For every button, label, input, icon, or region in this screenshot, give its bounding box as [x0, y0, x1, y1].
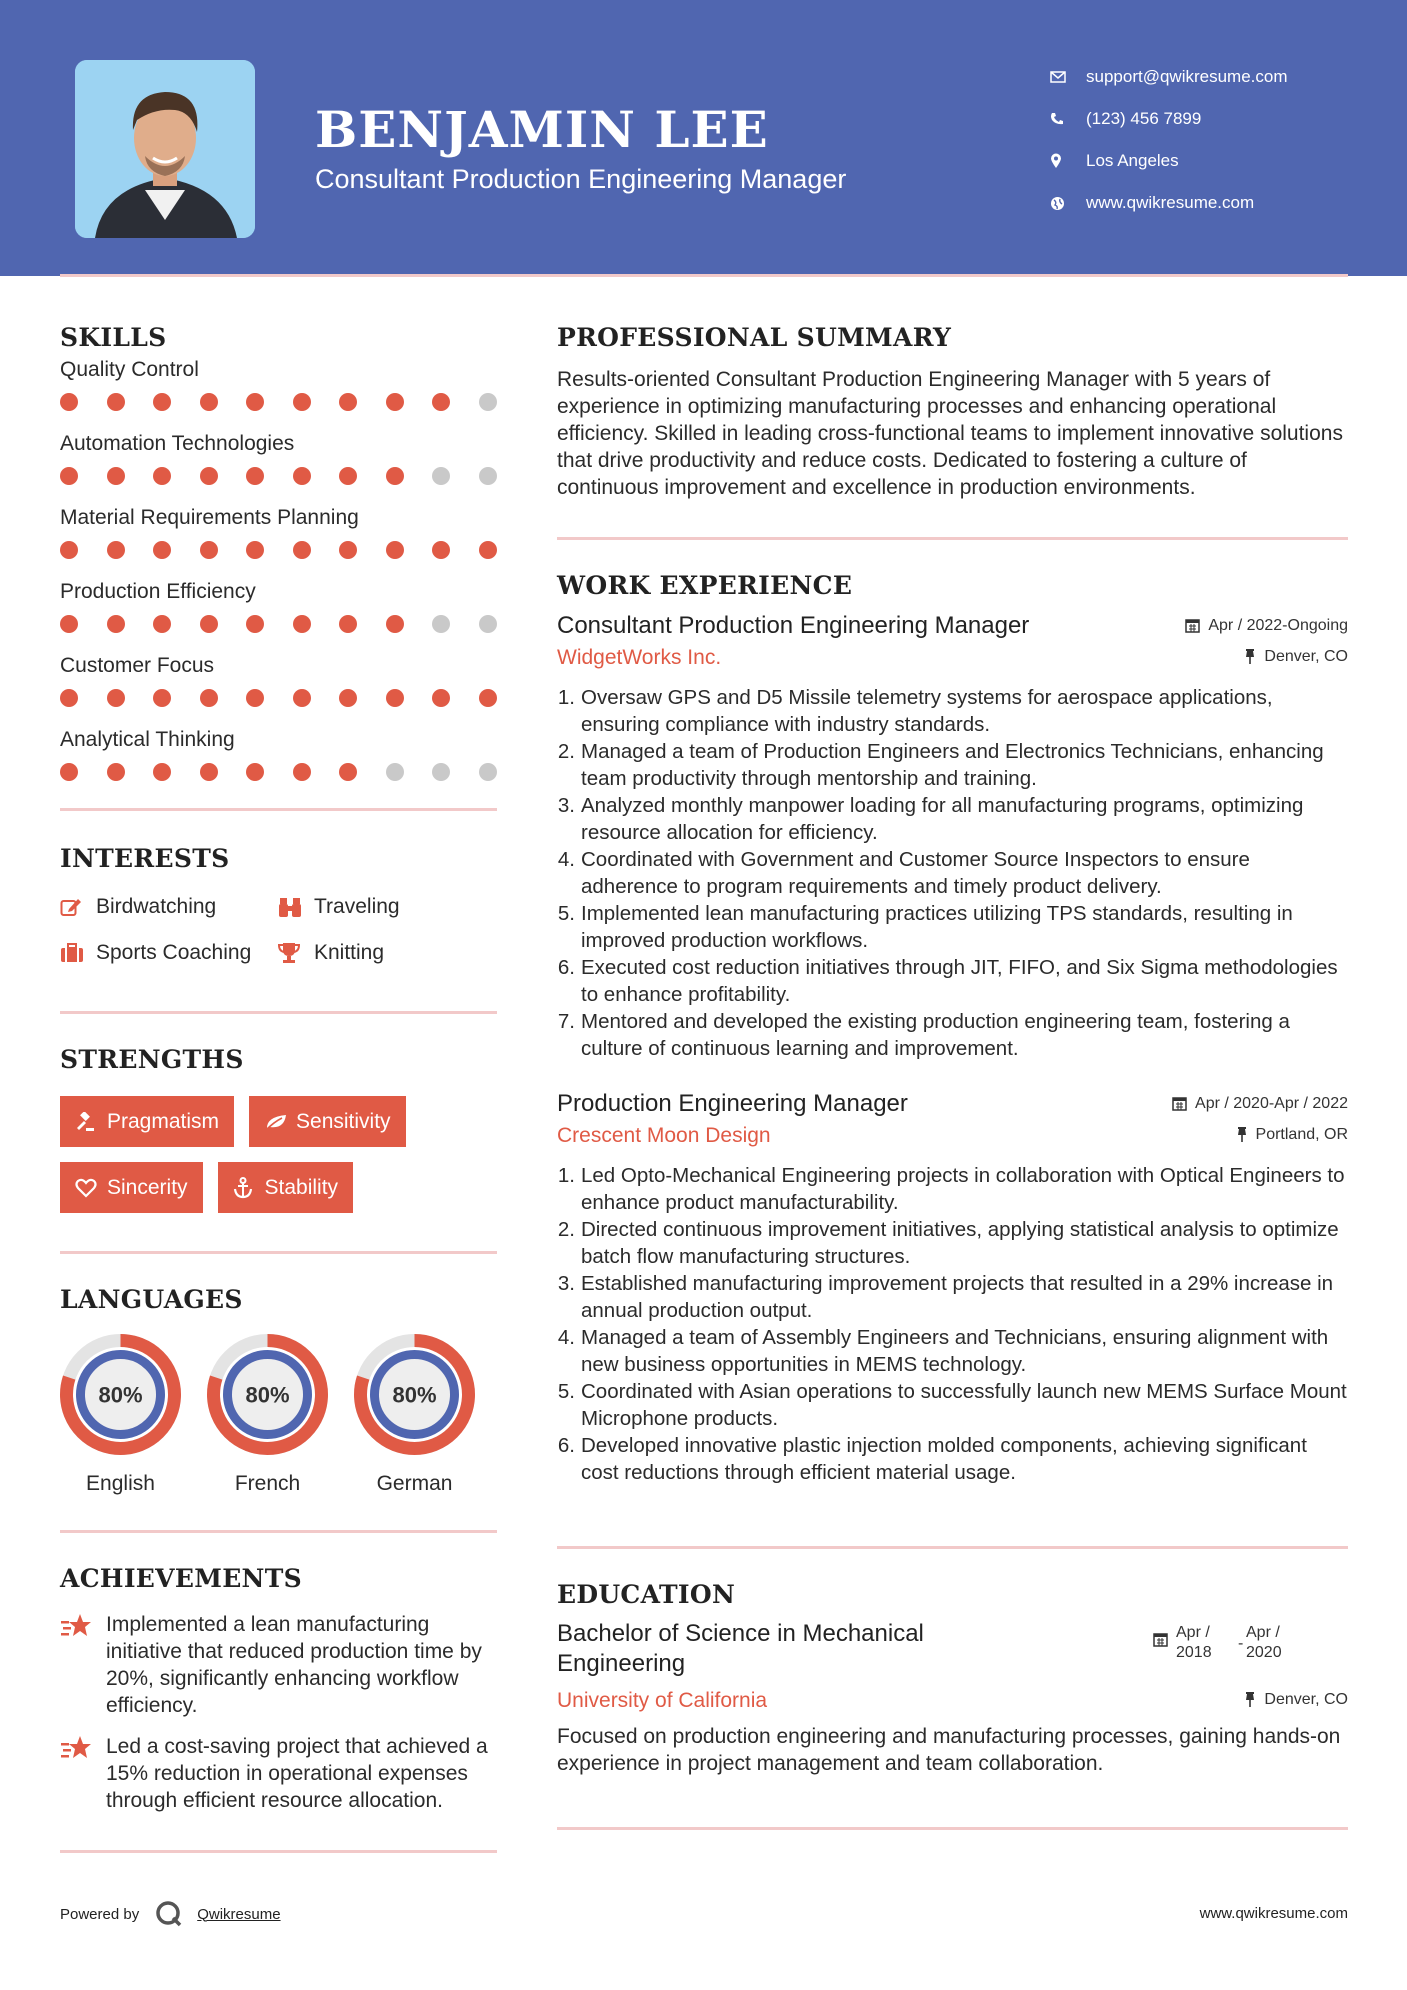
- bullet-text: Implemented lean manufacturing practices utilizing TPS standards, resulting in improved production workflows.: [581, 902, 1293, 952]
- rating-dot-filled: [479, 689, 497, 707]
- job-dates-text: Apr / 2022-Ongoing: [1208, 616, 1348, 634]
- skill-rating: [60, 384, 497, 430]
- candidate-title: Consultant Production Engineering Manager: [315, 164, 847, 194]
- rating-dot-filled: [60, 615, 78, 633]
- job-bullet: [557, 846, 1348, 900]
- rating-dot-filled: [153, 467, 171, 485]
- interests-title: INTERESTS: [60, 844, 230, 873]
- job-bullet: [557, 1270, 1348, 1324]
- contact-list: [1050, 56, 1288, 224]
- bullet-number: 3.: [557, 794, 575, 817]
- rating-dot-filled: [200, 615, 218, 633]
- skill-name: Analytical Thinking: [60, 728, 235, 751]
- contact-location-text: Los Angeles: [1086, 151, 1179, 170]
- bullet-text: Developed innovative plastic injection molded components, achieving significant cost reductions through efficient material usage.: [581, 1434, 1307, 1484]
- interest-item: [60, 891, 278, 923]
- rating-dot-filled: [386, 689, 404, 707]
- rating-dot-filled: [432, 393, 450, 411]
- strength-chip: [249, 1096, 406, 1147]
- star-icon: [60, 1733, 106, 1814]
- pushpin-icon: [1244, 649, 1256, 664]
- rating-dot-filled: [60, 393, 78, 411]
- summary-text: Results-oriented Consultant Production Engineering Manager with 5 years of experience in optimizing manufacturing processes and enhancing operational efficiency. Skilled in leading cross-functional teams to implement innovative solutions that drive productivity and reduce costs. Dedicated to fostering a culture of continuous improvement and excellence in production environments.: [557, 368, 1343, 499]
- section-divider: [60, 1251, 497, 1254]
- degree-line: Bachelor of Science in Mechanical: [557, 1620, 924, 1647]
- rating-dot-empty: [386, 763, 404, 781]
- contact-location: [1050, 140, 1288, 182]
- job-entry: [557, 1090, 1348, 1486]
- language-item: [207, 1334, 328, 1496]
- phone-icon: [1050, 112, 1086, 126]
- rating-dot-filled: [153, 689, 171, 707]
- skills-title: SKILLS: [60, 323, 167, 352]
- language-ring: [60, 1334, 181, 1455]
- interest-label: Traveling: [314, 895, 400, 918]
- job-bullet: [557, 684, 1348, 738]
- calendar-icon: [1185, 618, 1200, 633]
- strength-label: Sincerity: [107, 1175, 188, 1199]
- section-divider: [60, 808, 497, 811]
- candidate-name: BENJAMIN LEE: [315, 100, 769, 159]
- language-ring: [354, 1334, 475, 1455]
- achievement-item: [60, 1611, 497, 1719]
- anchor-icon: [233, 1177, 265, 1199]
- achievement-text: Implemented a lean manufacturing initiative that reduced production time by 20%, significantly enhancing workflow efficiency.: [106, 1613, 482, 1717]
- skill-rating: [60, 458, 497, 504]
- job-dates: [1185, 617, 1348, 635]
- skill-name: Production Efficiency: [60, 580, 256, 603]
- bullet-number: 7.: [557, 1010, 575, 1033]
- contact-website-text: www.qwikresume.com: [1086, 193, 1255, 212]
- skills-list: [60, 356, 497, 800]
- job-bullet: [557, 792, 1348, 846]
- job-bullet: [557, 738, 1348, 792]
- rating-dot-filled: [293, 615, 311, 633]
- binoculars-icon: [278, 896, 314, 918]
- section-divider: [557, 1827, 1348, 1830]
- rating-dot-filled: [153, 393, 171, 411]
- interests-list: [60, 891, 497, 969]
- rating-dot-filled: [107, 615, 125, 633]
- rating-dot-empty: [432, 467, 450, 485]
- qwikresume-logo-icon: [155, 1900, 183, 1928]
- star-icon: [60, 1611, 106, 1719]
- job-bullet: [557, 1432, 1348, 1486]
- rating-dot-filled: [339, 615, 357, 633]
- rating-dot-filled: [246, 393, 264, 411]
- bullet-text: Led Opto-Mechanical Engineering projects in collaboration with Optical Engineers to enhance product manufacturability.: [581, 1164, 1345, 1214]
- language-name: English: [86, 1472, 155, 1495]
- rating-dot-filled: [60, 467, 78, 485]
- calendar-icon: [1153, 1632, 1168, 1652]
- bullet-text: Managed a team of Assembly Engineers and Technicians, ensuring alignment with new business opportunities in MEMS technology.: [581, 1326, 1329, 1376]
- footer-website[interactable]: www.qwikresume.com: [1199, 1905, 1348, 1922]
- skill-name: Customer Focus: [60, 654, 215, 677]
- interest-label: Knitting: [314, 941, 385, 964]
- bullet-number: 1.: [557, 686, 575, 709]
- education-entry: [557, 1619, 1348, 1777]
- summary-title: PROFESSIONAL SUMMARY: [557, 323, 952, 352]
- school-name: University of California: [557, 1689, 768, 1712]
- globe-icon: [1050, 196, 1086, 211]
- rating-dot-filled: [479, 541, 497, 559]
- rating-dot-filled: [200, 763, 218, 781]
- rating-dot-filled: [153, 763, 171, 781]
- language-percent: 80%: [392, 1382, 437, 1408]
- leaf-icon: [264, 1113, 296, 1131]
- job-bullet: [557, 1378, 1348, 1432]
- rating-dot-filled: [107, 689, 125, 707]
- strength-chip: [60, 1096, 234, 1147]
- bullet-number: 6.: [557, 956, 575, 979]
- strengths-title: STRENGTHS: [60, 1045, 244, 1074]
- rating-dot-filled: [107, 763, 125, 781]
- rating-dot-filled: [386, 541, 404, 559]
- edu-end-month: Apr /: [1246, 1624, 1280, 1641]
- contact-email[interactable]: [1050, 56, 1288, 98]
- rating-dot-filled: [246, 763, 264, 781]
- section-divider: [557, 537, 1348, 540]
- rating-dot-filled: [200, 541, 218, 559]
- job-title: Production Engineering Manager: [557, 1090, 908, 1117]
- achievement-item: [60, 1733, 497, 1814]
- rating-dot-filled: [339, 393, 357, 411]
- bullet-number: 5.: [557, 902, 575, 925]
- contact-phone-text: (123) 456 7899: [1086, 109, 1202, 128]
- envelope-icon: [1050, 71, 1086, 83]
- language-ring: [207, 1334, 328, 1455]
- section-divider: [60, 1011, 497, 1014]
- strength-chip: [60, 1162, 203, 1213]
- right-column: [557, 320, 1348, 1830]
- degree-title: [557, 1619, 924, 1679]
- skill-rating: [60, 680, 497, 726]
- bullet-text: Analyzed monthly manpower loading for all manufacturing programs, optimizing resource allocation for efficiency.: [581, 794, 1304, 844]
- rating-dot-filled: [60, 689, 78, 707]
- language-item: [60, 1334, 181, 1496]
- contact-phone[interactable]: [1050, 98, 1288, 140]
- rating-dot-filled: [293, 541, 311, 559]
- pushpin-icon: [1236, 1127, 1248, 1142]
- education-location-text: Denver, CO: [1264, 1690, 1348, 1708]
- rating-dot-filled: [293, 393, 311, 411]
- rating-dot-filled: [246, 467, 264, 485]
- job-bullets: [557, 1162, 1348, 1486]
- rating-dot-filled: [293, 467, 311, 485]
- pencil-square-icon: [60, 897, 96, 917]
- left-column: [60, 320, 497, 1853]
- skill-name: Automation Technologies: [60, 432, 295, 455]
- rating-dot-filled: [339, 541, 357, 559]
- skill-rating: [60, 532, 497, 578]
- bullet-number: 2.: [557, 1218, 575, 1241]
- rating-dot-filled: [107, 541, 125, 559]
- profile-photo: [75, 60, 255, 238]
- avatar-icon: [75, 60, 255, 238]
- skill-rating: [60, 754, 497, 800]
- rating-dot-filled: [60, 541, 78, 559]
- skill-rating: [60, 606, 497, 652]
- rating-dot-filled: [200, 393, 218, 411]
- job-bullet: [557, 954, 1348, 1008]
- job-title: Consultant Production Engineering Manager: [557, 612, 1030, 639]
- company-name: WidgetWorks Inc.: [557, 646, 722, 669]
- bullet-number: 6.: [557, 1434, 575, 1457]
- rating-dot-filled: [386, 615, 404, 633]
- gavel-icon: [75, 1112, 107, 1132]
- job-location: [1244, 648, 1348, 666]
- rating-dot-empty: [479, 467, 497, 485]
- powered-by-text: Powered by: [60, 1905, 140, 1923]
- edu-start-month: Apr /: [1176, 1624, 1210, 1641]
- job-bullets: [557, 684, 1348, 1062]
- rating-dot-empty: [479, 393, 497, 411]
- trophy-icon: [278, 942, 314, 964]
- rating-dot-filled: [293, 763, 311, 781]
- interest-label: Birdwatching: [96, 895, 217, 918]
- skill-name: Material Requirements Planning: [60, 506, 359, 529]
- interest-label: Sports Coaching: [96, 941, 252, 964]
- rating-dot-filled: [386, 393, 404, 411]
- experience-title: WORK EXPERIENCE: [557, 571, 853, 600]
- rating-dot-empty: [432, 615, 450, 633]
- rating-dot-filled: [200, 467, 218, 485]
- header-divider: [60, 274, 1348, 277]
- bullet-text: Established manufacturing improvement projects that resulted in a 29% increase in annual production output.: [581, 1272, 1334, 1322]
- rating-dot-empty: [479, 763, 497, 781]
- education-description: Focused on production engineering and manufacturing processes, gaining hands-on experience in project management and team collaboration.: [557, 1725, 1341, 1775]
- rating-dot-empty: [479, 615, 497, 633]
- heart-icon: [75, 1178, 107, 1198]
- job-bullet: [557, 1008, 1348, 1062]
- language-item: [354, 1334, 475, 1496]
- footer-powered-by: [60, 1900, 281, 1928]
- bullet-number: 4.: [557, 848, 575, 871]
- edu-date-dash: -: [1238, 1635, 1244, 1652]
- bullet-number: 4.: [557, 1326, 575, 1349]
- rating-dot-filled: [200, 689, 218, 707]
- rating-dot-filled: [246, 541, 264, 559]
- rating-dot-filled: [293, 689, 311, 707]
- job-location-text: Portland, OR: [1255, 1125, 1348, 1143]
- rating-dot-filled: [246, 689, 264, 707]
- strengths-list: [60, 1096, 497, 1213]
- map-pin-icon: [1050, 153, 1086, 169]
- interest-item: [60, 937, 278, 969]
- job-bullet: [557, 1324, 1348, 1378]
- bullet-text: Mentored and developed the existing production engineering team, fostering a culture of continuous learning and improvement.: [581, 1010, 1290, 1060]
- section-divider: [60, 1850, 497, 1853]
- bullet-text: Executed cost reduction initiatives through JIT, FIFO, and Six Sigma methodologies to enhance profitability.: [581, 956, 1338, 1006]
- pushpin-icon: [1244, 1692, 1256, 1707]
- bullet-text: Oversaw GPS and D5 Missile telemetry systems for aerospace applications, ensuring compliance with industry standards.: [581, 686, 1273, 736]
- strength-label: Pragmatism: [107, 1109, 220, 1133]
- contact-website[interactable]: [1050, 182, 1288, 224]
- strength-label: Sensitivity: [296, 1109, 391, 1133]
- education-dates: [1153, 1619, 1348, 1679]
- rating-dot-filled: [246, 615, 264, 633]
- rating-dot-filled: [153, 541, 171, 559]
- language-name: German: [376, 1472, 453, 1495]
- rating-dot-filled: [107, 467, 125, 485]
- job-dates: [1172, 1095, 1348, 1113]
- language-percent: 80%: [98, 1382, 143, 1408]
- language-name: French: [234, 1472, 301, 1495]
- bullet-text: Managed a team of Production Engineers and Electronics Technicians, enhancing team productivity through mentorship and training.: [581, 740, 1324, 790]
- achievement-text: Led a cost-saving project that achieved a 15% reduction in operational expenses through efficient resource allocation.: [106, 1735, 488, 1812]
- job-bullet: [557, 1216, 1348, 1270]
- bullet-text: Coordinated with Asian operations to successfully launch new MEMS Surface Mount Microphone products.: [581, 1380, 1347, 1430]
- calendar-icon: [1172, 1096, 1187, 1111]
- bullet-number: 2.: [557, 740, 575, 763]
- resume-header: [0, 0, 1407, 276]
- bullet-number: 3.: [557, 1272, 575, 1295]
- briefcase-icon: [60, 943, 96, 963]
- bullet-text: Coordinated with Government and Customer Source Inspectors to ensure adherence to program requirements and timely product delivery.: [581, 848, 1250, 898]
- rating-dot-empty: [432, 763, 450, 781]
- rating-dot-filled: [339, 763, 357, 781]
- rating-dot-filled: [386, 467, 404, 485]
- rating-dot-filled: [60, 763, 78, 781]
- bullet-number: 1.: [557, 1164, 575, 1187]
- languages-list: [60, 1334, 497, 1496]
- interest-item: [278, 891, 497, 923]
- qwikresume-link[interactable]: Qwikresume: [197, 1905, 281, 1923]
- bullet-text: Directed continuous improvement initiatives, applying statistical analysis to optimize batch flow manufacturing structures.: [581, 1218, 1339, 1268]
- job-bullet: [557, 900, 1348, 954]
- degree-line: Engineering: [557, 1650, 686, 1677]
- job-location-text: Denver, CO: [1264, 647, 1348, 665]
- rating-dot-filled: [107, 393, 125, 411]
- languages-title: LANGUAGES: [60, 1285, 243, 1314]
- edu-start-year: 2018: [1176, 1644, 1212, 1661]
- contact-email-text: support@qwikresume.com: [1086, 67, 1288, 86]
- interest-item: [278, 937, 497, 969]
- bullet-number: 5.: [557, 1380, 575, 1403]
- strength-label: Stability: [264, 1175, 339, 1199]
- language-percent: 80%: [245, 1382, 290, 1408]
- education-location: [1244, 1691, 1348, 1709]
- achievements-title: ACHIEVEMENTS: [60, 1564, 302, 1593]
- job-bullet: [557, 1162, 1348, 1216]
- rating-dot-filled: [432, 541, 450, 559]
- rating-dot-filled: [339, 689, 357, 707]
- section-divider: [557, 1546, 1348, 1549]
- strength-chip: [218, 1162, 354, 1213]
- company-name: Crescent Moon Design: [557, 1124, 771, 1147]
- job-entry: [557, 612, 1348, 1062]
- edu-end-year: 2020: [1246, 1644, 1282, 1661]
- job-dates-text: Apr / 2020-Apr / 2022: [1195, 1094, 1348, 1112]
- job-location: [1236, 1126, 1348, 1144]
- section-divider: [60, 1530, 497, 1533]
- rating-dot-filled: [339, 467, 357, 485]
- rating-dot-filled: [432, 689, 450, 707]
- skill-name: Quality Control: [60, 358, 199, 381]
- education-title: EDUCATION: [557, 1580, 736, 1609]
- rating-dot-filled: [153, 615, 171, 633]
